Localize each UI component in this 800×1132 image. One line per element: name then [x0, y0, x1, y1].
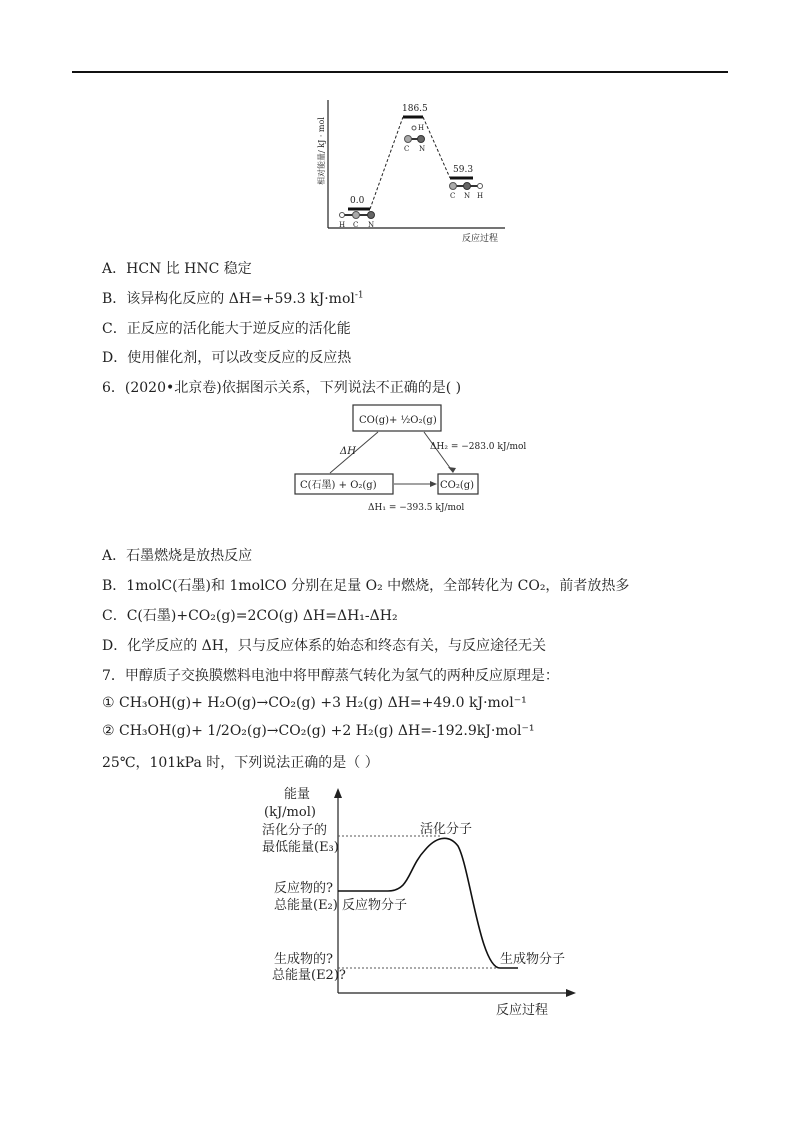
atoms-ts-c: C	[404, 145, 410, 153]
atoms-left-n: N	[368, 221, 375, 229]
q5-option-b-sup: -1	[354, 290, 364, 301]
q5-option-a: A．HCN 比 HNC 稳定	[102, 261, 252, 277]
q6-option-c: C．C(石墨)+CO₂(g)=2CO(g) ΔH=ΔH₁-ΔH₂	[102, 608, 398, 624]
atoms-left-c: C	[353, 221, 359, 229]
fig3-prod-2: 总能量(E2)?	[272, 968, 346, 983]
q6-option-a: A．石墨燃烧是放热反应	[102, 548, 253, 564]
q6-option-d: D．化学反应的 ΔH，只与反应体系的始态和终态有关，与反应途径无关	[102, 638, 546, 654]
fig3-act-2: 最低能量(E₃)	[262, 840, 339, 855]
atoms-ts-n: N	[419, 145, 426, 153]
hess-cycle-diagram	[290, 402, 550, 517]
q7-reaction-1: ① CH₃OH(g)+ H₂O(g)→CO₂(g) +3 H₂(g) ΔH=+49.0 kJ·mol⁻¹	[102, 695, 527, 711]
fig3-react-label: 反应物分子	[342, 898, 408, 913]
fig3-react-2: 总能量(E₂)	[274, 898, 338, 913]
hess-dh: ΔH	[340, 446, 356, 457]
fig3-prod-1: 生成物的?	[274, 952, 333, 967]
q6-stem: 6．(2020•北京卷)依据图示关系，下列说法不正确的是( )	[102, 380, 462, 396]
fig3-prod-label: 生成物分子	[500, 952, 566, 967]
activation-energy-diagram	[250, 778, 590, 1023]
q6-option-b: B．1molC(石墨)和 1molCO 分别在足量 O₂ 中燃烧，全部转化为 CO₂，前者放热多	[102, 578, 630, 594]
fig1-ylabel: 相对能量/ kJ · mol	[317, 117, 326, 185]
level-0: 0.0	[350, 196, 365, 206]
fig3-yaxis-1: 能量	[284, 787, 311, 802]
hess-dh2: ΔH₂ = −283.0 kJ/mol	[430, 442, 527, 452]
q5-option-b-text: B．该异构化反应的 ΔH=+59.3 kJ·mol	[102, 291, 355, 307]
q7-reaction-2: ② CH₃OH(g)+ 1/2O₂(g)→CO₂(g) +2 H₂(g) ΔH=-192.9kJ·mol⁻¹	[102, 723, 535, 739]
fig1-xlabel: 反应过程	[462, 234, 499, 244]
q7-conditions: 25℃，101kPa 时，下列说法正确的是（ ）	[102, 755, 379, 771]
energy-diagram-hcn	[310, 90, 510, 245]
fig3-peak-label: 活化分子	[420, 822, 473, 837]
fig3-act-1: 活化分子的	[262, 823, 328, 838]
atoms-right-h: H	[477, 192, 484, 200]
header-rule	[72, 71, 728, 73]
atoms-right-c: C	[450, 192, 456, 200]
q5-option-d: D．使用催化剂，可以改变反应的反应热	[102, 350, 352, 366]
q5-option-b	[102, 288, 364, 308]
level-186: 186.5	[402, 104, 428, 114]
fig3-react-1: 反应物的?	[274, 881, 333, 896]
hcn-molecule-icon	[340, 212, 375, 219]
hess-right-box: CO₂(g)	[440, 480, 475, 491]
fig3-yaxis-2: (kJ/mol)	[264, 805, 316, 820]
atoms-left-h: H	[339, 221, 346, 229]
q7-stem: 7．甲醇质子交换膜燃料电池中将甲醇蒸气转化为氢气的两种反应原理是：	[102, 668, 559, 684]
level-59: 59.3	[453, 165, 474, 175]
fig3-xlabel: 反应过程	[496, 1003, 549, 1018]
q5-option-c: C．正反应的活化能大于逆反应的活化能	[102, 321, 351, 337]
hnc-molecule-icon	[450, 183, 483, 190]
atoms-ts-h: H	[418, 124, 425, 132]
atoms-right-n: N	[464, 192, 471, 200]
hess-top-box: CO(g)+ ½O₂(g)	[359, 415, 437, 426]
hess-dh1: ΔH₁ = −393.5 kJ/mol	[368, 503, 465, 513]
hess-left-box: C(石墨) + O₂(g)	[300, 480, 377, 491]
